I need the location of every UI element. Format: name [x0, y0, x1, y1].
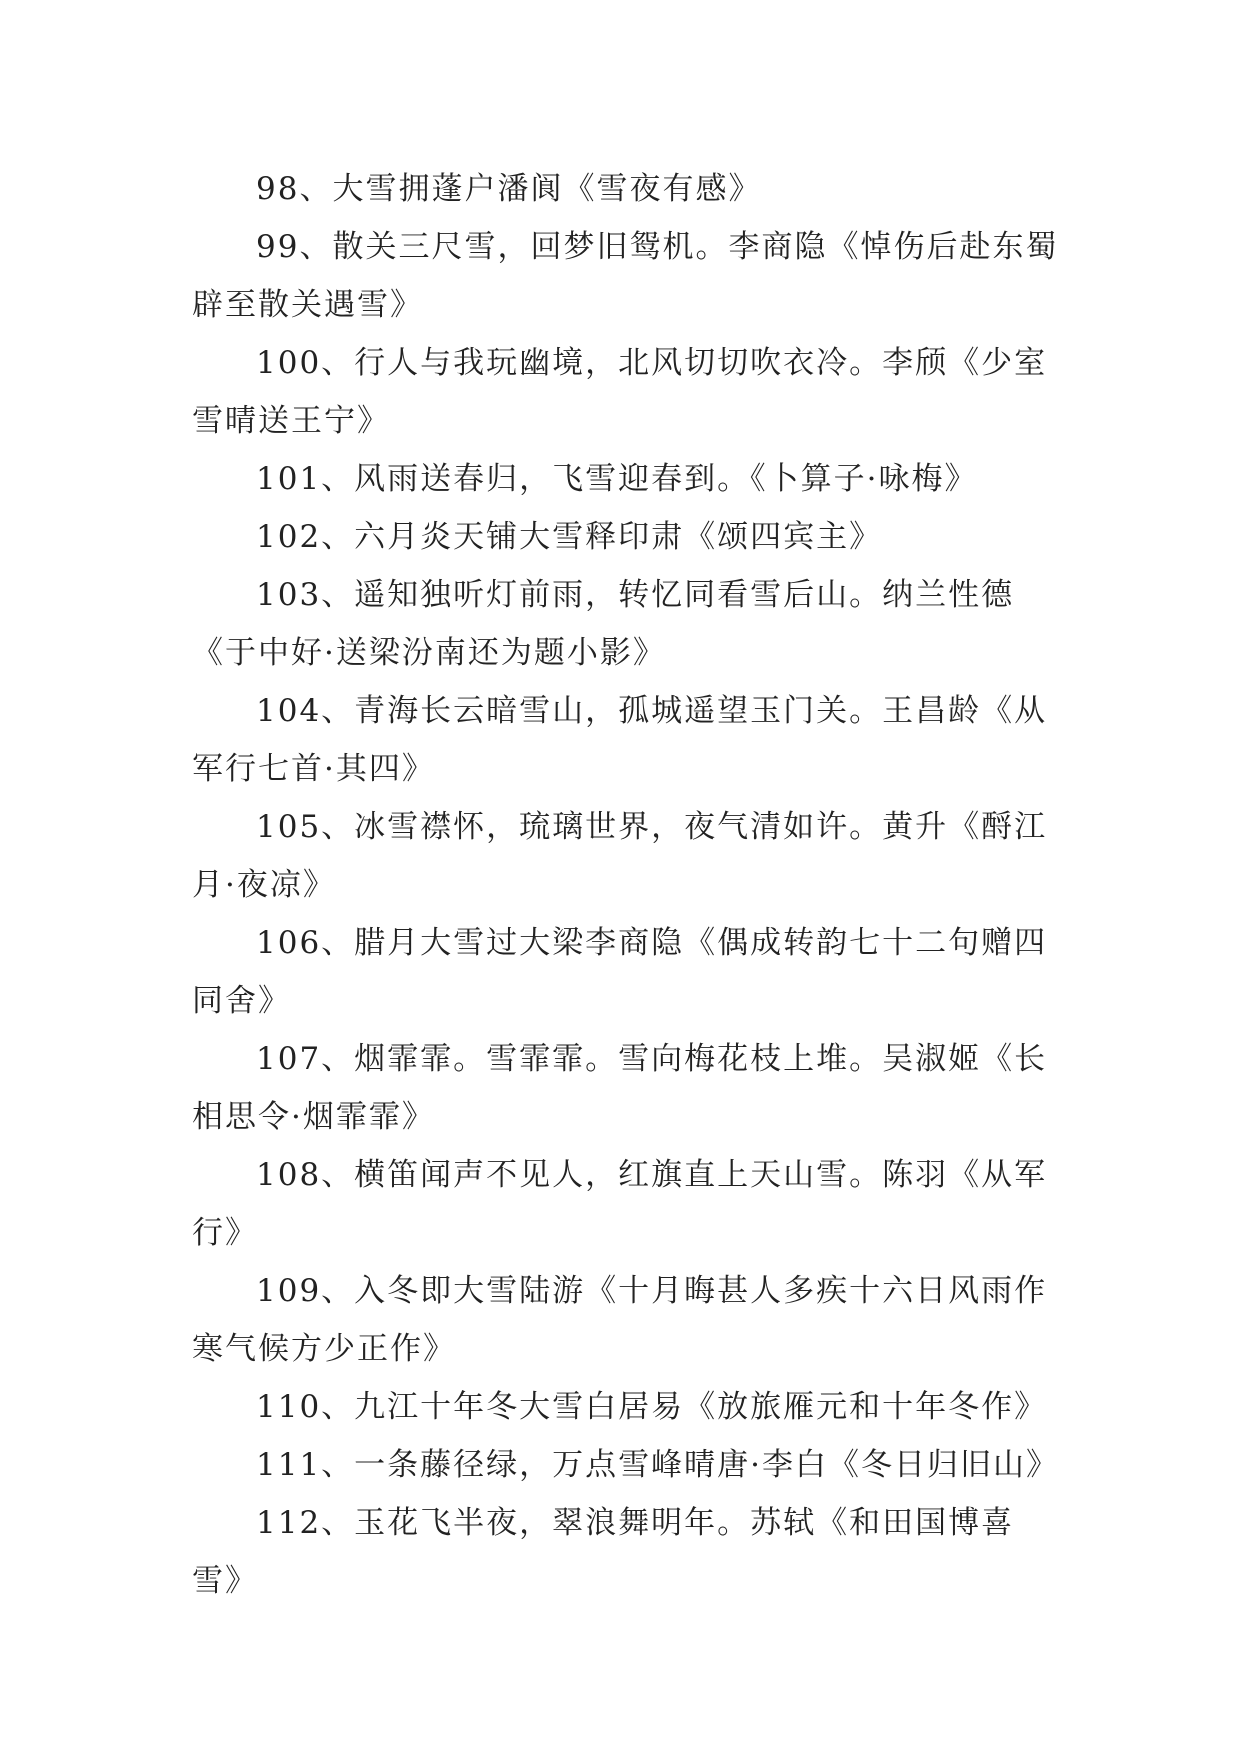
list-item: 108、横笛闻声不见人，红旗直上天山雪。陈羽《从军行》 — [192, 1157, 1048, 1251]
list-item: 112、玉花飞半夜，翠浪舞明年。苏轼《和田国博喜雪》 — [192, 1505, 1015, 1599]
list-item: 109、入冬即大雪陆游《十月晦甚人多疾十六日风雨作寒气候方少正作》 — [192, 1273, 1048, 1367]
list-item: 103、遥知独听灯前雨，转忆同看雪后山。纳兰性德《于中好·送梁汾南还为题小影》 — [192, 577, 1015, 671]
list-item: 104、青海长云暗雪山，孤城遥望玉门关。王昌龄《从军行七首·其四》 — [192, 693, 1048, 787]
list-item: 98、大雪拥蓬户潘阆《雪夜有感》 — [256, 171, 762, 207]
poem-list — [192, 160, 1062, 1610]
list-item: 102、六月炎天铺大雪释印肃《颂四宾主》 — [256, 519, 883, 555]
list-item: 110、九江十年冬大雪白居易《放旅雁元和十年冬作》 — [256, 1389, 1048, 1425]
list-item: 101、风雨送春归，飞雪迎春到。《卜算子·咏梅》 — [256, 461, 978, 497]
list-item: 105、冰雪襟怀，琉璃世界，夜气清如许。黄升《酹江月·夜凉》 — [192, 809, 1048, 903]
list-item: 107、烟霏霏。雪霏霏。雪向梅花枝上堆。吴淑姬《长相思令·烟霏霏》 — [192, 1041, 1048, 1135]
list-item: 106、腊月大雪过大梁李商隐《偶成转韵七十二句赠四同舍》 — [192, 925, 1048, 1019]
list-item: 100、行人与我玩幽境，北风切切吹衣冷。李颀《少室雪晴送王宁》 — [192, 345, 1048, 439]
list-item: 111、一条藤径绿，万点雪峰晴唐·李白《冬日归旧山》 — [256, 1447, 1060, 1483]
list-item: 99、散关三尺雪，回梦旧鸳机。李商隐《悼伤后赴东蜀辟至散关遇雪》 — [192, 229, 1059, 323]
